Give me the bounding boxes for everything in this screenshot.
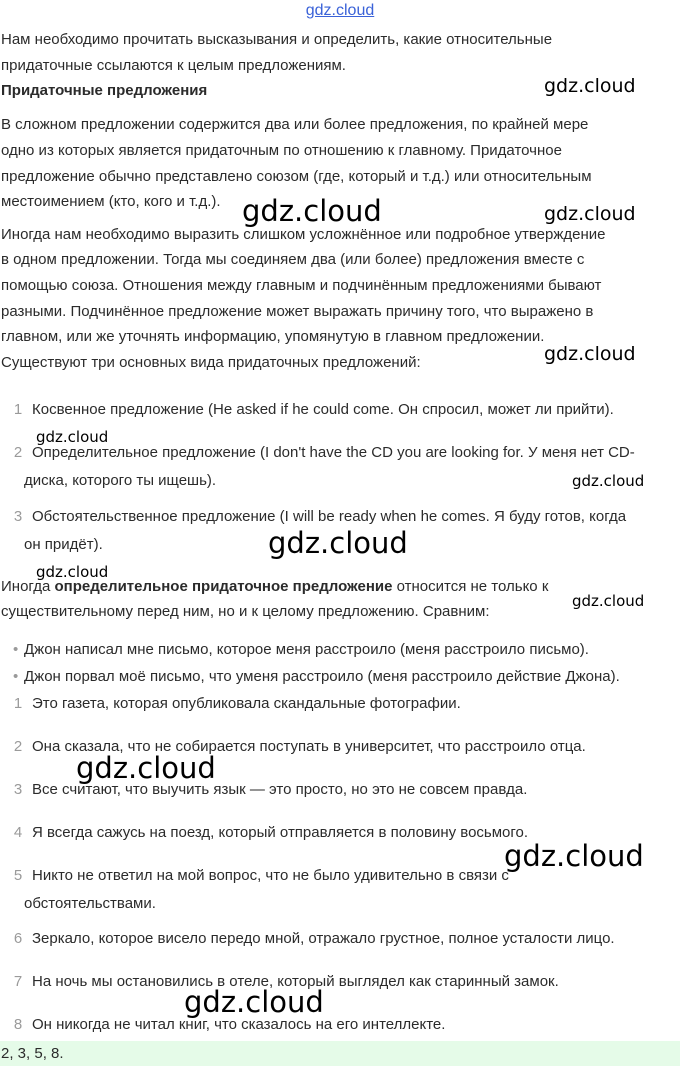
list-number: 5: [13, 867, 23, 884]
list-number: 8: [13, 1016, 23, 1033]
para2-line-2: в одном предложении. Тогда мы соединяем два (или более) предложения вместе с: [1, 251, 585, 268]
section-heading: Придаточные предложения: [1, 82, 208, 99]
para1-line-2: одно из которых является придаточным по отношению к главному. Придаточное: [1, 142, 562, 159]
list-number: 4: [13, 824, 23, 841]
list-item: Это газета, которая опубликовала скандальные фотографии.: [32, 695, 461, 712]
para2-line-1: Иногда нам необходимо выразить слишком усложнённое или подробное утверждение: [1, 226, 606, 243]
answer-box: 2, 3, 5, 8.: [0, 1041, 680, 1066]
para4-line-2: существительному перед ним, но и к целому предложению. Сравним:: [1, 603, 490, 620]
intro-line-2: придаточные ссылаются к целым предложениям.: [1, 57, 346, 74]
list-item: Все считают, что выучить язык — это просто, но это не совсем правда.: [32, 781, 528, 798]
site-link[interactable]: gdz.cloud: [305, 2, 375, 19]
watermark: gdz.cloud: [268, 526, 408, 560]
para2-line-3: помощью союза. Отношения между главным и подчинённым предложениями бывают: [1, 277, 602, 294]
list-item-continued: диска, которого ты ищешь).: [24, 472, 217, 489]
watermark: gdz.cloud: [544, 75, 636, 97]
watermark: gdz.cloud: [242, 194, 382, 228]
list-item: Никто не ответил на мой вопрос, что не было удивительно в связи с: [32, 867, 509, 884]
watermark: gdz.cloud: [76, 751, 216, 785]
list-number: 7: [13, 973, 23, 990]
watermark: gdz.cloud: [572, 592, 645, 610]
para1-line-3: предложение обычно представлено союзом (где, который и т.д.) или относительным: [1, 168, 592, 185]
list-item: Зеркало, которое висело передо мной, отражало грустное, полное усталости лицо.: [32, 930, 615, 947]
para4-line-1: [1, 574, 673, 600]
para3: Существуют три основных вида придаточных предложений:: [1, 354, 421, 371]
bullet-item: Джон написал мне письмо, которое меня расстроило (меня расстроило письмо).: [24, 641, 589, 658]
watermark: gdz.cloud: [504, 839, 644, 873]
bullet-dot: •: [13, 668, 19, 685]
list-number: 3: [13, 508, 23, 525]
watermark: gdz.cloud: [572, 472, 645, 490]
bullet-item: Джон порвал моё письмо, что уменя расстроило (меня расстроило действие Джона).: [24, 668, 620, 685]
list-number: 2: [13, 738, 23, 755]
watermark: gdz.cloud: [36, 428, 109, 446]
list-item: Он никогда не читал книг, что сказалось на его интеллекте.: [32, 1016, 446, 1033]
list-number: 1: [13, 695, 23, 712]
list-number: 6: [13, 930, 23, 947]
list-item: Обстоятельственное предложение (I will be ready when he comes. Я буду готов, когда: [32, 508, 627, 525]
para4-after: относится не только к: [392, 578, 549, 595]
para1-line-4: местоимением (кто, кого и т.д.).: [1, 193, 221, 210]
list-item: Определительное предложение (I don't have the CD you are looking for. У меня нет CD-: [32, 444, 635, 461]
list-item-continued: он придёт).: [24, 536, 103, 553]
watermark: gdz.cloud: [544, 203, 636, 225]
watermark: gdz.cloud: [36, 563, 109, 581]
para2-line-5: главном, или же уточнять информацию, упомянутую в главном предложении.: [1, 328, 545, 345]
list-item-continued: обстоятельствами.: [24, 895, 156, 912]
intro-line-1: Нам необходимо прочитать высказывания и определить, какие относительные: [1, 31, 553, 48]
list-item: Я всегда сажусь на поезд, который отправляется в половину восьмого.: [32, 824, 529, 841]
list-number: 3: [13, 781, 23, 798]
list-item: Косвенное предложение (He asked if he could come. Он спросил, может ли прийти).: [32, 401, 614, 418]
para1-line-1: В сложном предложении содержится два или более предложения, по крайней мере: [1, 116, 589, 133]
watermark: gdz.cloud: [184, 985, 324, 1019]
list-item: На ночь мы остановились в отеле, который выглядел как старинный замок.: [32, 973, 559, 990]
list-number: 2: [13, 444, 23, 461]
para2-line-4: разными. Подчинённое предложение может выражать причину того, что выражено в: [1, 303, 594, 320]
list-item: Она сказала, что не собирается поступать в университет, что расстроило отца.: [32, 738, 586, 755]
list-number: 1: [13, 401, 23, 418]
para4-before: Иногда: [1, 578, 55, 595]
para4-bold: определительное придаточное предложение: [54, 578, 393, 595]
watermark: gdz.cloud: [544, 343, 636, 365]
bullet-dot: •: [13, 641, 19, 658]
